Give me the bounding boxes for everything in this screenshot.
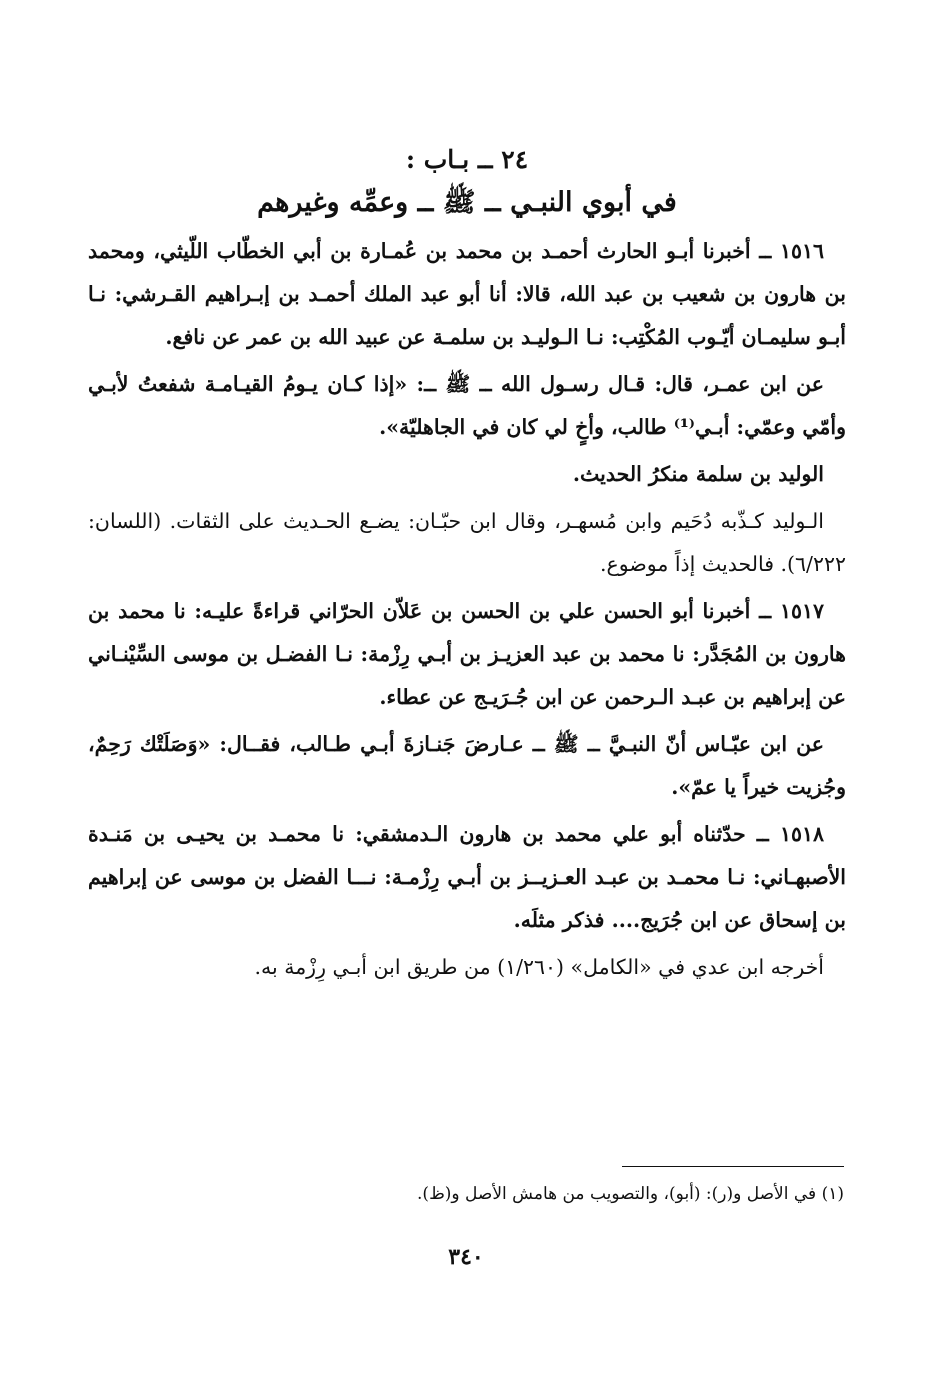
chapter-heading: ٢٤ ــ بـاب : bbox=[405, 145, 529, 174]
hadith-1518-isnad: ١٥١٨ ــ حدّثناه أبو علي محمد بن هارون الـدمشقي: نا محمـد بن يحيـى بن مَنـدة الأصبهـاني: نـا محمـد بن عبـد العـزيــز بن أبـي رِزْمـة: نـــا الفضل بن موسى عن إبراهيم بن إسحاق عن ابن جُرَيج.... فذكر مثلَه. bbox=[88, 822, 846, 932]
footnote: (١) في الأصل و(ر): (أبو)، والتصويب من هامش الأصل و(ظ). bbox=[417, 1184, 844, 1204]
hadith-1516-matn: عن ابن عمـر، قال: قـال رسـول الله ــ ﷺ ــ: «إذا كـان يـومُ القيـامـة شفعتُ لأبـي وأمّي وعمّي: أبـي⁽¹⁾ طالب، وأخٍ لي كان في الجاهليّة». bbox=[88, 372, 846, 439]
hadith-1516-commentary: الـوليد كـذّبه دُحَيم وابن مُسهـر، وقال ابن حبّـان: يضـع الحـديث على الثقات. (اللسان: ٦/٢٢٢). فالحديث إذاً موضوع. bbox=[88, 509, 846, 576]
hadith-1517-isnad: ١٥١٧ ــ أخبرنا أبو الحسن علي بن الحسن بن عَلاّن الحرّاني قراءةً عليـه: نا محمد بن هارون بن المُجَدَّر: نا محمد بن عبد العزيـز بن أبـي رِزْمة: نـا الفضـل بن موسى السِّيْنـاني عن إبراهيم بن عبـد الـرحمن عن ابن جُـرَيـج عن عطاء. bbox=[88, 599, 846, 709]
footnote-divider bbox=[622, 1166, 844, 1167]
hadith-1516-isnad: ١٥١٦ ــ أخبرنا أبـو الحارث أحمـد بن محمد بن عُمـارة بن أبي الخطّاب اللّيثي، ومحمد بن هارون بن شعيب بن عبد الله، قالا: أنا أبو عبد الملك أحمـد بن إبـراهيم القـرشي: نـا أبـو سليمـان أيّـوب المُكْتِب: نـا الـوليـد بن سلمـة عن عبيد الله بن عمر عن نافع. bbox=[88, 239, 846, 349]
hadith-1516-grade: الوليد بن سلمة منكرُ الحديث. bbox=[572, 462, 824, 486]
chapter-title: في أبوي النبـي ــ ﷺ ــ وعمِّه وغيرهم bbox=[257, 187, 677, 218]
hadith-1517-matn: عن ابن عبّـاس أنّ النبـيَّ ــ ﷺ ــ عـارضَ جَنـازةَ أبـي طـالب، فقــال: «وَصَلَتْك رَحِمٌ، وجُزيت خيراً يا عمّ». bbox=[88, 732, 846, 799]
page-number: ٣٤٠ bbox=[448, 1244, 484, 1270]
page-body bbox=[88, 140, 846, 993]
hadith-1518-commentary: أخرجه ابن عدي في «الكامل» (١/٢٦٠) من طريق ابن أبـي رِزْمة به. bbox=[254, 955, 824, 979]
